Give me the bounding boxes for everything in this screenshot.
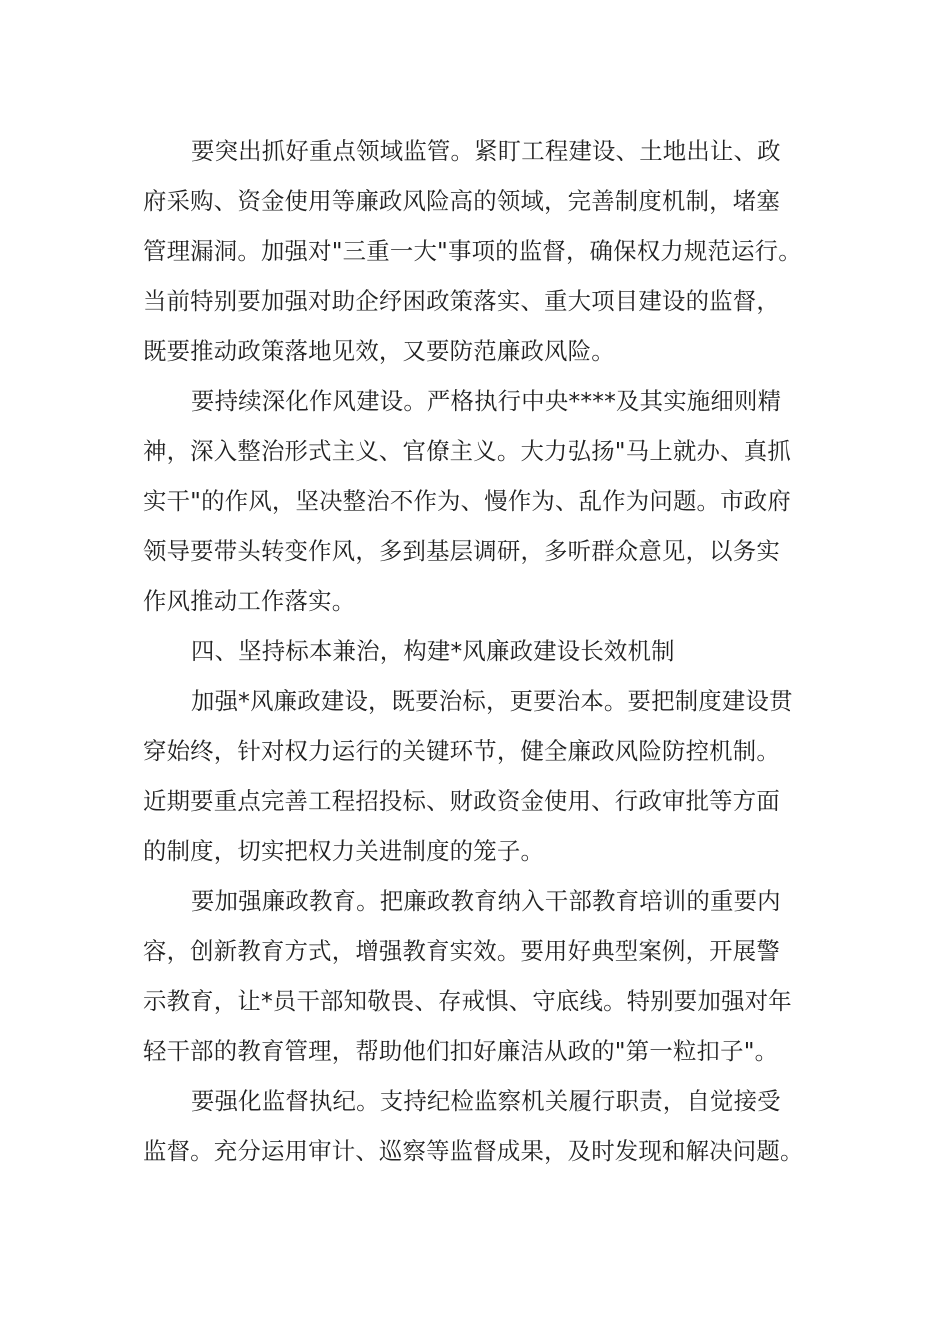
paragraph-work-style [143, 376, 805, 626]
text-line: 要强化监督执纪。支持纪检监察机关履行职责，自觉接受 [191, 1087, 781, 1115]
text-line: 要持续深化作风建设。严格执行中央****及其实施细则精 [191, 387, 782, 415]
text-line: 领导要带头转变作风，多到基层调研，多听群众意见，以务实 [143, 537, 780, 565]
text-line: 监督。充分运用审计、巡察等监督成果，及时发现和解决问题。 [143, 1137, 804, 1165]
paragraph-institution-building [143, 676, 805, 876]
paragraph-discipline-supervision [143, 1076, 805, 1176]
text-line: 既要推动政策落地见效，又要防范廉政风险。 [143, 337, 615, 365]
paragraph-key-areas-supervision [143, 126, 805, 376]
text-line: 加强*风廉政建设，既要治标，更要治本。要把制度建设贯 [191, 687, 793, 715]
text-line: 要加强廉政教育。把廉政教育纳入干部教育培训的重要内 [191, 887, 781, 915]
text-line: 当前特别要加强对助企纾困政策落实、重大项目建设的监督， [143, 287, 780, 315]
text-line: 容，创新教育方式，增强教育实效。要用好典型案例，开展警 [143, 937, 780, 965]
paragraph-integrity-education [143, 876, 805, 1076]
document-body [143, 126, 805, 1176]
section-heading-4 [143, 626, 805, 676]
text-line: 要突出抓好重点领域监管。紧盯工程建设、土地出让、政 [191, 137, 781, 165]
text-line: 府采购、资金使用等廉政风险高的领域，完善制度机制，堵塞 [143, 187, 780, 215]
text-line: 轻干部的教育管理，帮助他们扣好廉洁从政的"第一粒扣子"。 [143, 1037, 779, 1065]
text-line: 实干"的作风，坚决整治不作为、慢作为、乱作为问题。市政府 [143, 487, 791, 515]
section-heading-text: 四、坚持标本兼治，构建*风廉政建设长效机制 [191, 637, 675, 665]
text-line: 示教育，让*员干部知敬畏、存戒惧、守底线。特别要加强对年 [143, 987, 792, 1015]
text-line: 近期要重点完善工程招投标、财政资金使用、行政审批等方面 [143, 787, 780, 815]
text-line: 神，深入整治形式主义、官僚主义。大力弘扬"马上就办、真抓 [143, 437, 791, 465]
text-line: 管理漏洞。加强对"三重一大"事项的监督，确保权力规范运行。 [143, 237, 802, 265]
text-line: 作风推动工作落实。 [143, 587, 356, 615]
text-line: 的制度，切实把权力关进制度的笼子。 [143, 837, 545, 865]
text-line: 穿始终，针对权力运行的关键环节，健全廉政风险防控机制。 [143, 737, 780, 765]
